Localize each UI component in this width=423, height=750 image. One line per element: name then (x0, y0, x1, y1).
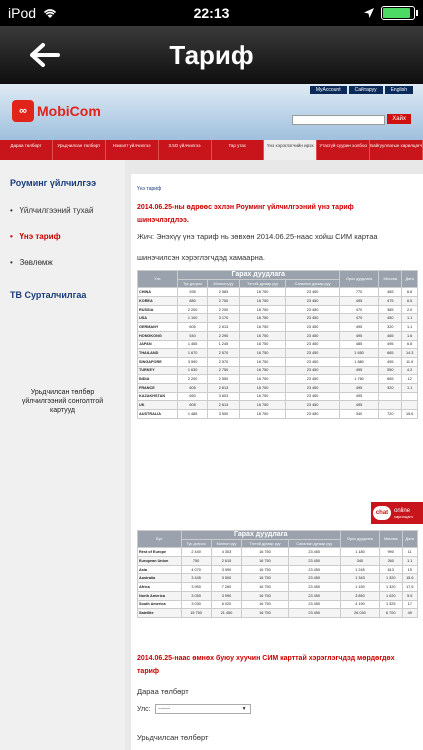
table-cell: 23 450 (288, 591, 340, 600)
menu-item-3g[interactable]: 3.5G үйлчилгээ (159, 140, 212, 160)
prepaid-label: Урьдчилсан төлбөрт (137, 733, 209, 742)
table-cell: 16 750 (242, 591, 288, 600)
table-cell: 23 450 (286, 314, 339, 323)
table-row (138, 297, 418, 306)
col-outgoing-region: Гарах дуудлага (181, 531, 340, 540)
menu-item-handset[interactable]: Гар утас (212, 140, 265, 160)
table-cell: 23 450 (288, 565, 340, 574)
breadcrumb[interactable]: Үнэ тариф (137, 186, 162, 192)
table-cell: 23 450 (286, 297, 339, 306)
table-cell: JAPAN (138, 340, 178, 349)
col-sms-region: Мессеж (379, 531, 402, 548)
webview (0, 84, 423, 750)
navigation-bar (0, 26, 423, 84)
table-cell: 1 650 (339, 349, 379, 358)
table-cell (379, 392, 402, 401)
table-cell: 23 450 (288, 557, 340, 566)
table-cell: 605 (177, 401, 207, 410)
col-outgoing: Гарах дуудлага (177, 271, 339, 280)
table-cell: 340 (339, 410, 379, 419)
table-cell: 23 450 (288, 600, 340, 609)
table-row (138, 375, 418, 384)
table-cell: 470 (339, 314, 379, 323)
col-to-mongolia-region: Монгол руу (211, 539, 242, 548)
table-cell: 1.6 (402, 331, 418, 340)
table-cell: 6.6 (402, 340, 418, 349)
table-cell: 3 990 (211, 591, 242, 600)
table-cell: 750 (181, 557, 211, 566)
table-cell: 465 (379, 288, 402, 297)
table-cell: 16 750 (239, 314, 286, 323)
table-cell: 320 (379, 383, 402, 392)
table-cell: TURKEY (138, 366, 178, 375)
table-cell: UK (138, 401, 178, 410)
table-cell: 11 (402, 548, 417, 557)
table-cell: 665 (379, 375, 402, 384)
table-cell: 21 450 (211, 609, 242, 618)
table-cell: 17 (402, 600, 417, 609)
table-cell: 16 750 (239, 410, 286, 419)
table-cell: 6 700 (379, 609, 402, 618)
table-cell: 495 (339, 401, 379, 410)
table-cell: 16 750 (239, 297, 286, 306)
table-row (138, 305, 418, 314)
sidebar-note: Урьдчилсан төлбөр үйлчилгээний сонголтгой картууд (21, 389, 104, 414)
table-cell: 3 950 (181, 583, 211, 592)
table-row (138, 401, 418, 410)
table-cell: 23 450 (286, 323, 339, 332)
table-cell: 16 750 (242, 548, 288, 557)
table-cell: 7 260 (211, 583, 242, 592)
table-cell: 16 750 (239, 383, 286, 392)
table-cell: 23 450 (288, 583, 340, 592)
menu-item-customer[interactable]: Үнэ хэрэглэгчийн ирэх (264, 140, 317, 160)
table-row (138, 410, 418, 419)
table-cell: 495 (339, 392, 379, 401)
logo-mark-icon: ∞ (12, 100, 34, 122)
table-cell: 16 750 (239, 357, 286, 366)
table-cell: 260 (379, 557, 402, 566)
table-cell: 1.1 (402, 323, 418, 332)
table-cell: 495 (339, 297, 379, 306)
table-row (138, 288, 418, 297)
table-cell: 540 (177, 331, 207, 340)
table-cell: 2 613 (208, 383, 239, 392)
table-cell: 1 465 (177, 340, 207, 349)
table-cell: 1 880 (339, 357, 379, 366)
col-to-fixed: Тэгтэй дугаар руу (239, 279, 286, 288)
table-cell: 1 760 (339, 375, 379, 384)
table-row (138, 574, 418, 583)
table-cell: 2 550 (208, 375, 239, 384)
table-cell: 613 (379, 565, 402, 574)
table-cell: 3 050 (181, 591, 211, 600)
search-input[interactable] (292, 115, 385, 125)
sidebar-item-about[interactable]: • Үйлчилгээний тухай (10, 206, 94, 215)
table-cell: 385 (379, 305, 402, 314)
sidebar-item-advice[interactable]: • Зөвлөмж (10, 258, 53, 267)
table-cell: 1 485 (177, 410, 207, 419)
table-cell: 1 630 (177, 366, 207, 375)
sidebar-heading[interactable]: Роуминг үйлчилгээ (10, 178, 97, 188)
table-cell: 12 (402, 375, 418, 384)
table-cell: 6.6 (402, 288, 418, 297)
table-cell: 495 (379, 357, 402, 366)
table-cell: 5.5 (402, 591, 417, 600)
menu-item-extra-services[interactable]: Нэмэлт үйлчилгээ (106, 140, 159, 160)
table-cell: 3 170 (208, 314, 239, 323)
table-cell: 2 613 (208, 323, 239, 332)
region-tariff-table (137, 530, 418, 618)
table-cell: 665 (379, 349, 402, 358)
col-country: Улс (138, 271, 178, 288)
table-cell: 465 (379, 331, 402, 340)
table-cell: 23 450 (286, 331, 339, 340)
table-cell: 660 (177, 392, 207, 401)
table-cell: 1 020 (379, 591, 402, 600)
table-cell: 16 750 (239, 305, 286, 314)
table-row (138, 323, 418, 332)
table-cell: 16 750 (239, 331, 286, 340)
table-cell: 1 245 (208, 340, 239, 349)
table-row (138, 557, 418, 566)
table-cell: 1 150 (340, 583, 379, 592)
table-cell: 1 320 (379, 574, 402, 583)
table-cell: KAZAKHSTAN (138, 392, 178, 401)
table-cell: 1.1 (402, 557, 417, 566)
table-cell: 23 450 (286, 383, 339, 392)
main-menu (0, 140, 423, 160)
table-cell: 16 750 (239, 392, 286, 401)
carrier-name: iPod (8, 5, 37, 21)
table-row (138, 591, 418, 600)
table-row (138, 331, 418, 340)
table-cell: 14.3 (402, 349, 418, 358)
table-cell: 16 750 (242, 600, 288, 609)
table-cell: 450 (379, 314, 402, 323)
table-cell: 340 (340, 557, 379, 566)
table-cell: 2 290 (208, 331, 239, 340)
table-cell: 11.9 (402, 357, 418, 366)
table-cell: 2.0 (402, 305, 418, 314)
table-cell: 23 450 (286, 375, 339, 384)
table-cell: 26 030 (340, 609, 379, 618)
table-row (138, 357, 418, 366)
table-cell: 475 (379, 297, 402, 306)
table-row (138, 392, 418, 401)
table-cell: 23 450 (288, 609, 340, 618)
table-cell: 1.1 (402, 383, 418, 392)
page-title: Тариф (169, 39, 254, 70)
table-cell: 495 (379, 340, 402, 349)
table-row (138, 565, 418, 574)
table-cell: 49 (402, 609, 417, 618)
col-to-fixed-region: Тэгтэй дугаар руу (242, 539, 288, 548)
menu-item-postpaid[interactable]: Дараа төлбөрт (0, 140, 53, 160)
table-row (138, 366, 418, 375)
col-sms: Мессеж (379, 271, 402, 288)
table-cell: 2 570 (208, 357, 239, 366)
table-cell: AUSTRALIA (138, 410, 178, 419)
clock: 22:13 (193, 5, 230, 21)
table-cell: 23 450 (286, 340, 339, 349)
table-row (138, 383, 418, 392)
table-row (138, 609, 418, 618)
col-data-region: Дата (402, 531, 417, 548)
table-cell: European Union (138, 557, 182, 566)
sidebar-item-tariff[interactable]: • Үнэ тариф (10, 232, 61, 241)
table-cell: 15.6 (402, 574, 417, 583)
logo-text: MobiCom (37, 103, 101, 119)
table-cell: 495 (339, 323, 379, 332)
table-cell: 1 325 (379, 600, 402, 609)
note-line-2: шинэчилсэн хэрэглэгчдэд хамаарна. (137, 253, 266, 262)
table-cell: SINGAPORE (138, 357, 178, 366)
table-cell: 2 615 (211, 557, 242, 566)
menu-item-wireless[interactable]: Утасгүй суурин холбоо (317, 140, 370, 160)
table-cell: 2 613 (208, 401, 239, 410)
table-cell: 3 990 (211, 565, 242, 574)
main-content (131, 174, 423, 750)
menu-item-prepaid[interactable]: Урьдчилсан төлбөрт (53, 140, 106, 160)
table-cell: 1 180 (340, 548, 379, 557)
sidebar-tv-heading[interactable]: ТВ Сурталчилгаа (10, 290, 87, 300)
table-cell: INDIA (138, 375, 178, 384)
table-cell: 3 445 (181, 574, 211, 583)
table-cell: 2 583 (208, 288, 239, 297)
table-row (138, 349, 418, 358)
table-cell: 320 (379, 323, 402, 332)
table-cell: 23 450 (286, 401, 339, 410)
battery-fill (383, 8, 410, 18)
chat-bubble-icon: chat (373, 506, 391, 520)
table-cell: 3 590 (177, 357, 207, 366)
table-cell: 2 200 (208, 305, 239, 314)
table-cell: 4 070 (181, 565, 211, 574)
table-cell: 485 (339, 340, 379, 349)
table-cell: 2 750 (208, 297, 239, 306)
table-cell: 1 670 (177, 349, 207, 358)
col-incoming-region: Орох дуудлага (340, 531, 379, 548)
table-cell: 3 030 (181, 600, 211, 609)
online-chat-button[interactable] (371, 502, 423, 524)
table-cell: South America (138, 600, 182, 609)
table-cell: 16 750 (239, 349, 286, 358)
table-cell: 16 750 (239, 401, 286, 410)
table-cell: 2 570 (208, 349, 239, 358)
table-cell: 23 450 (286, 288, 339, 297)
chat-label: online харилцагч (394, 507, 414, 519)
table-cell (402, 401, 418, 410)
table-cell: 16 750 (239, 375, 286, 384)
table-cell: 4 303 (211, 548, 242, 557)
table-cell: 23 450 (286, 305, 339, 314)
table-cell: 23 450 (286, 366, 339, 375)
postpaid-country-row (137, 704, 251, 714)
table-cell: USA (138, 314, 178, 323)
table-cell: 23 450 (286, 410, 339, 419)
old-sim-notice: 2014.06.25-наас өмнөх буюу хуучин СИМ карттай хэрэглэгчдэд мөрдөгдөх тариф (137, 655, 395, 675)
col-to-satellite: Саналын дугаар руу (286, 279, 339, 288)
table-cell: 2 200 (177, 305, 207, 314)
table-cell: 15 750 (181, 609, 211, 618)
table-cell: 880 (177, 297, 207, 306)
table-cell: 1 320 (379, 583, 402, 592)
table-cell: 495 (339, 383, 379, 392)
col-region: Бүс (138, 531, 182, 548)
table-cell: Satellite (138, 609, 182, 618)
table-cell: 16 750 (242, 583, 288, 592)
table-cell (402, 392, 418, 401)
top-link-myaccount[interactable]: MyAccount (310, 86, 347, 94)
table-cell: THAILAND (138, 349, 178, 358)
country-label: Улс: (137, 705, 151, 713)
table-cell: 16 750 (242, 565, 288, 574)
table-cell: 23 450 (288, 574, 340, 583)
table-cell (379, 401, 402, 410)
back-arrow-icon[interactable] (30, 42, 60, 68)
table-cell: Africa (138, 583, 182, 592)
top-link-english[interactable]: English (385, 86, 413, 94)
table-cell: 495 (339, 331, 379, 340)
table-cell: FRANCE (138, 383, 178, 392)
chevron-down-icon: ▼ (241, 706, 247, 712)
table-row (138, 314, 418, 323)
site-banner (0, 84, 423, 140)
table-cell: 4.2 (402, 366, 418, 375)
table-cell: 2 440 (181, 548, 211, 557)
table-row (138, 600, 418, 609)
table-cell: 720 (379, 410, 402, 419)
table-cell: 550 (379, 366, 402, 375)
table-cell: 16 750 (239, 340, 286, 349)
table-cell: 1.1 (402, 314, 418, 323)
postpaid-label: Дараа төлбөрт (137, 687, 189, 696)
table-cell: North America (138, 591, 182, 600)
table-cell: 470 (339, 305, 379, 314)
table-cell: 23 450 (288, 548, 340, 557)
table-cell: GERMANY (138, 323, 178, 332)
table-cell: 16 750 (242, 574, 288, 583)
country-tariff-table (137, 270, 418, 419)
table-cell: 990 (379, 548, 402, 557)
top-links (310, 86, 413, 94)
table-cell: 15 (402, 565, 417, 574)
table-cell: 17.6 (402, 583, 417, 592)
col-local: Тус дотроо (177, 279, 207, 288)
table-cell: 3 500 (211, 574, 242, 583)
table-cell: 23 450 (286, 392, 339, 401)
note-line-1: Жич: Энэхүү үнэ тариф нь зөвхөн 2014.06.25-наас хойш СИМ картаа (137, 232, 378, 241)
table-cell: 16 750 (239, 323, 286, 332)
table-cell: 3 603 (208, 392, 239, 401)
table-cell: 6.5 (402, 297, 418, 306)
table-cell: 495 (339, 366, 379, 375)
table-cell: 2 200 (177, 375, 207, 384)
table-cell: 605 (177, 323, 207, 332)
table-cell: 1 343 (340, 574, 379, 583)
table-cell: CHINA (138, 288, 178, 297)
table-cell: 15.6 (402, 410, 418, 419)
sidebar (0, 160, 125, 750)
col-to-mongolia: Монгол руу (208, 279, 239, 288)
table-cell: 23 450 (286, 349, 339, 358)
col-data: Дата (402, 271, 418, 288)
col-to-satellite-region: Саналын дугаар руу (288, 539, 340, 548)
table-cell: 23 450 (286, 357, 339, 366)
table-cell: 16 750 (239, 366, 286, 375)
table-cell: KOREA (138, 297, 178, 306)
top-link-sitemap[interactable]: Сайтаруу (349, 86, 383, 94)
table-cell: 605 (177, 383, 207, 392)
table-cell: Asia (138, 565, 182, 574)
table-cell: 770 (339, 288, 379, 297)
table-cell: 1 100 (177, 314, 207, 323)
table-cell: 3 850 (340, 591, 379, 600)
table-row (138, 583, 418, 592)
table-cell: RUSSIA (138, 305, 178, 314)
table-row (138, 340, 418, 349)
table-cell: HONGKONG (138, 331, 178, 340)
table-cell: Australia (138, 574, 182, 583)
table-cell: 16 750 (242, 557, 288, 566)
table-cell: 3 500 (208, 410, 239, 419)
tariff-notice: 2014.06.25-ны өдрөөс эхлэн Роуминг үйлчилгээний үнэ тариф шинэчлэгдлээ. (137, 204, 354, 224)
table-cell: 6 020 (211, 600, 242, 609)
table-cell: 1 245 (340, 565, 379, 574)
table-cell: 16 750 (239, 288, 286, 297)
col-incoming: Орох дуудлага (339, 271, 379, 288)
mobicom-logo[interactable] (12, 100, 101, 122)
menu-item-corporate[interactable]: Байгууллагын харилцагч (370, 140, 423, 160)
table-row (138, 548, 418, 557)
status-bar (0, 0, 423, 26)
col-local-region: Тус дотроо (181, 539, 211, 548)
table-cell: 16 750 (242, 609, 288, 618)
table-cell: 4 190 (340, 600, 379, 609)
postpaid-country-select[interactable]: ------- ▼ (155, 704, 251, 714)
table-cell: 935 (177, 288, 207, 297)
battery-icon (381, 6, 415, 20)
search-button[interactable]: Хайх (387, 114, 411, 124)
table-cell: Rest of Europe (138, 548, 182, 557)
table-cell: 2 750 (208, 366, 239, 375)
